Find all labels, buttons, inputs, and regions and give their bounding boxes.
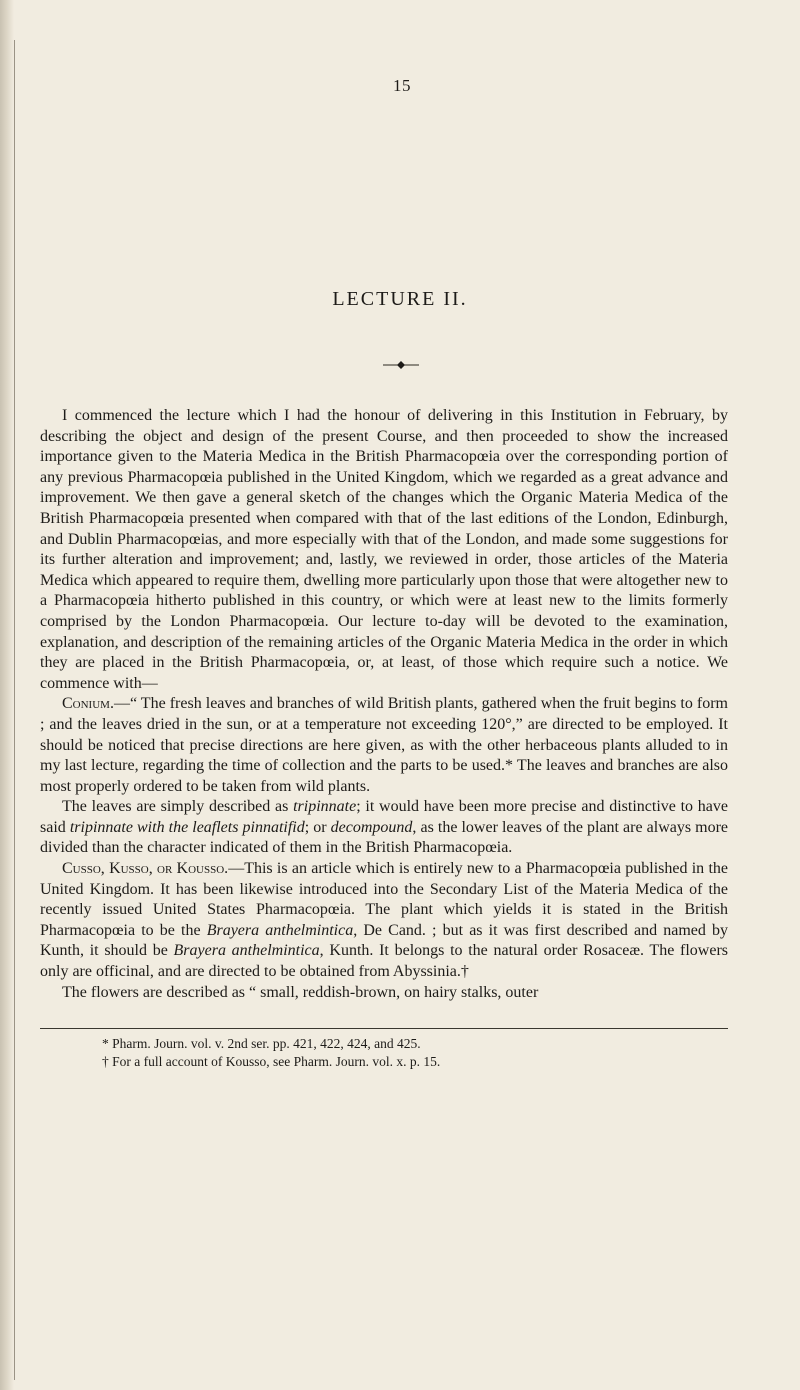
divider-ornament [383, 360, 419, 370]
paragraph [40, 406, 728, 694]
text-segment: , De Cand. ; but as it was first described and named by Kunth, it should be [40, 921, 729, 960]
text-segment: I commenced the lecture which I had the honour of delivering in this Institution in February, by describing the object and design of the present Course, and then proceeded to show the increased importance given to the Materia Medica in the British Pharmacopœia over the corresponding portion of any previous Pharmacopœia published in the United Kingdom, which we regarded as a great advance and improvement. We then gave a general sketch of the changes which the Organic Materia Medica of the British Pharmacopœia presented when compared with that of the last editions of the London, Edinburgh, and Dublin Pharmacopœias, and more especially with that of the London, and made some suggestions for its further alteration and improvement; and, lastly, we reviewed in order, those articles of the Materia Medica which appeared to require them, dwelling more particularly upon those that were altogether new to a Pharmacopœia hitherto published in this country, or which were at least new to the limits formerly comprised by the London Pharmacopœia. Our lecture to-day will be devoted to the examination, explanation, and description of the remaining articles of the Organic Materia Medica in the order in which they are placed in the British Pharmacopœia, or, at least, of those which require such a notice. We commence with— [40, 407, 728, 692]
text-segment: , as the lower leaves of the plant are always more divided than the character indicated of them in the British Pharmacopœia. [40, 818, 729, 857]
page-number: 15 [393, 76, 411, 95]
lecture-heading: LECTURE II. [332, 288, 468, 310]
footnote-2: † For a full account of Kousso, see Pharm. Journ. vol. x. p. 15. [102, 1054, 441, 1069]
footnotes [40, 1035, 728, 1071]
italic-text: decompound [330, 818, 413, 836]
text-segment: , Kunth. It belongs to the natural order Rosaceæ. The flowers only are officinal, and are directed to be obtained from Abyssinia.† [40, 942, 728, 981]
text-segment: —“ The fresh leaves and branches of wild British plants, gathered when the fruit begins to form ; and the leaves dried in the sun, or at a temperature not exceeding 120°,” are directed to be employed. It should be noticed that precise directions are here given, as with the other herbaceous plants alluded to in my last lecture, regarding the time of collection and the parts to be used.* The leaves and branches are also most properly ordered to be taken from wild plants. [40, 695, 728, 795]
binding-shadow [0, 0, 14, 1390]
body-text [40, 406, 728, 1003]
footnote-separator [40, 1028, 728, 1029]
italic-text: tripinnate [293, 798, 357, 816]
text-segment: ; or [304, 818, 331, 836]
italic-text: tripinnate with the leaflets pinnatifid [69, 818, 305, 836]
paragraph [40, 797, 728, 859]
entry-term: Conium. [62, 695, 114, 713]
entry-term: Cusso, Kusso, or Kousso. [62, 860, 229, 878]
footnote-1: * Pharm. Journ. vol. v. 2nd ser. pp. 421, 422, 424, and 425. [102, 1036, 421, 1051]
text-segment: ; it would have been more precise and distinctive to have said [40, 798, 729, 836]
paragraph [40, 983, 728, 1004]
text-segment: The leaves are simply described as [62, 798, 294, 816]
paragraph [40, 694, 728, 797]
italic-text: Brayera anthelmintica [206, 921, 354, 939]
binding-edge-line [14, 40, 15, 1380]
text-segment: The flowers are described as “ small, reddish-brown, on hairy stalks, outer [62, 983, 539, 1001]
text-segment: —This is an article which is entirely new to a Pharmacopœia published in the United Kingdom. It has been likewise introduced into the Secondary List of the Materia Medica of the recently issued United States Pharmacopœia. The plant which yields it is stated in the British Pharmacopœia to be the [40, 860, 728, 939]
paragraph [40, 859, 728, 983]
italic-text: Brayera anthelmintica [173, 942, 320, 960]
